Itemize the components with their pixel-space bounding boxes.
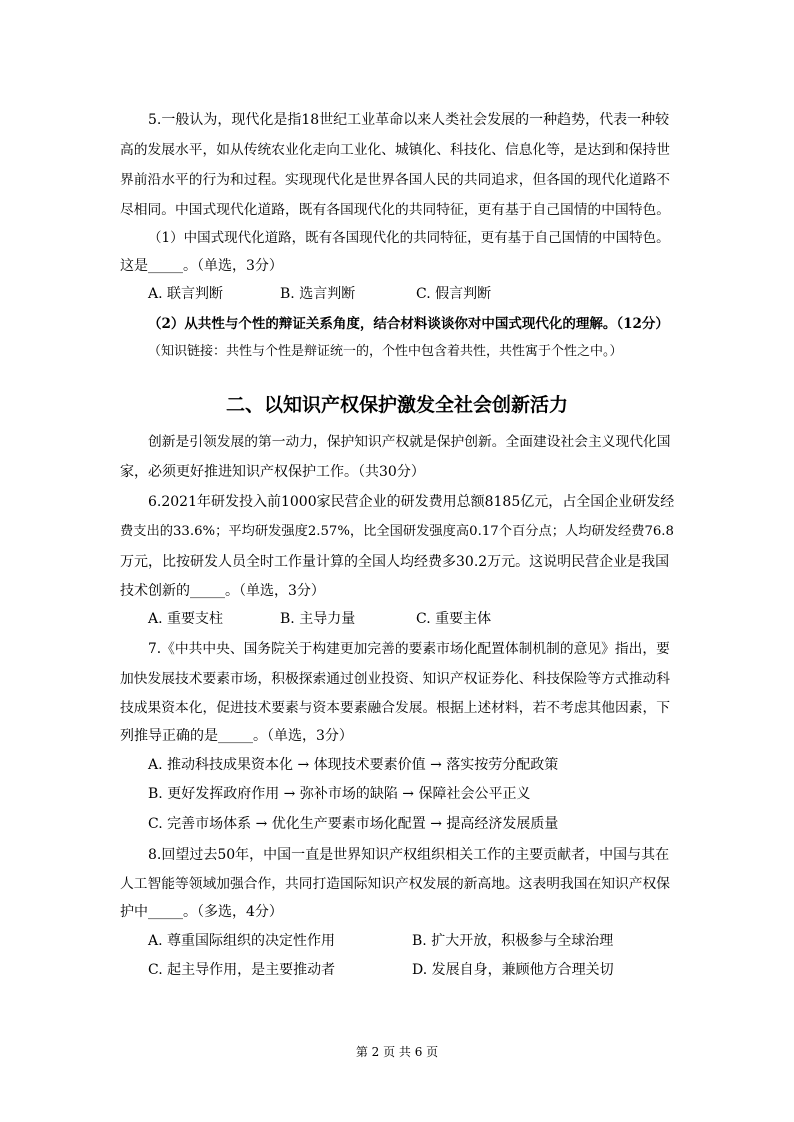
q6-option-c: C. 重要主体: [416, 611, 492, 627]
q5-option-c: C. 假言判断: [416, 286, 492, 302]
q7-option-b: B. 更好发挥政府作用 → 弥补市场的缺陷 → 保障社会公平正义: [148, 786, 531, 802]
q7-text-line-4: 列推导正确的是_____。（单选，3分）: [120, 728, 353, 744]
q8-text-line-2: 人工智能等领域加强合作，共同打造国际知识产权发展的新高地。这表明我国在知识产权保: [120, 876, 671, 892]
q7-text-line-1: 7.《中共中央、国务院关于构建更加完善的要素市场化配置体制机制的意见》指出，要: [148, 641, 670, 657]
q7-text-line-3: 技成果资本化，促进技术要素与资本要素融合发展。根据上述材料，若不考虑其他因素，下: [120, 700, 671, 716]
q6-text-line-1: 6.2021年研发投入前1000家民营企业的研发费用总额8185亿元，占全国企业研发经: [148, 494, 675, 510]
q8-option-c: C. 起主导作用，是主要推动者: [148, 962, 336, 978]
q5-sub1-line-2: 这是_____。（单选，3分）: [120, 258, 283, 274]
section-intro-line-2: 家，必须更好推进知识产权保护工作。（共30分）: [120, 464, 425, 480]
section-intro-line-1: 创新是引领发展的第一动力，保护知识产权就是保护创新。全面建设社会主义现代化国: [148, 434, 671, 450]
q7-option-c: C. 完善市场体系 → 优化生产要素市场化配置 → 提高经济发展质量: [148, 816, 559, 832]
q8-option-b: B. 扩大开放，积极参与全球治理: [412, 933, 614, 949]
q5-sub1-line-1: （1）中国式现代化道路，既有各国现代化的共同特征，更有基于自己国情的中国特色。: [148, 230, 670, 246]
q5-text-line-2: 高的发展水平，如从传统农业化走向工业化、城镇化、科技化、信息化等，是达到和保持世: [120, 142, 671, 158]
q5-text-line-1: 5.一般认为，现代化是指18世纪工业革命以来人类社会发展的一种趋势，代表一种较: [148, 112, 670, 128]
section-title: 二、以知识产权保护激发全社会创新活力: [225, 394, 568, 416]
q6-text-line-4: 技术创新的_____。（单选，3分）: [120, 583, 325, 599]
q5-text-line-3: 界前沿水平的行为和过程。实现现代化是世界各国人民的共同追求，但各国的现代化道路不: [120, 172, 671, 188]
q8-option-a: A. 尊重国际组织的决定性作用: [148, 933, 336, 949]
q7-text-line-2: 加快发展技术要素市场，积极探索通过创业投资、知识产权证券化、科技保险等方式推动科: [120, 671, 671, 687]
q6-option-a: A. 重要支柱: [148, 611, 224, 627]
q5-hint: （知识链接：共性与个性是辩证统一的，个性中包含着共性，共性寓于个性之中。）: [148, 344, 623, 359]
page-footer: 第 2 页 共 6 页: [355, 1045, 439, 1059]
q6-text-line-2: 费支出的33.6%；平均研发强度2.57%，比全国研发强度高0.17个百分点；人均研发经费76.8: [120, 524, 674, 539]
q5-sub2: （2）从共性与个性的辩证关系角度，结合材料谈谈你对中国式现代化的理解。（12分）: [148, 316, 669, 332]
q8-text-line-1: 8.回望过去50年，中国一直是世界知识产权组织相关工作的主要贡献者，中国与其在: [148, 847, 670, 863]
q7-option-a: A. 推动科技成果资本化 → 体现技术要素价值 → 落实按劳分配政策: [148, 757, 559, 773]
q5-option-a: A. 联言判断: [148, 286, 224, 302]
q5-text-line-4: 尽相同。中国式现代化道路，既有各国现代化的共同特征，更有基于自己国情的中国特色。: [120, 202, 671, 218]
q6-option-b: B. 主导力量: [280, 611, 356, 627]
q8-option-d: D. 发展自身，兼顾他方合理关切: [412, 962, 614, 978]
q5-option-b: B. 选言判断: [280, 286, 356, 302]
q6-text-line-3: 万元，比按研发人员全时工作量计算的全国人均经费多30.2万元。这说明民营企业是我国: [120, 554, 670, 570]
q8-text-line-3: 护中_____。（多选，4分）: [120, 904, 283, 920]
